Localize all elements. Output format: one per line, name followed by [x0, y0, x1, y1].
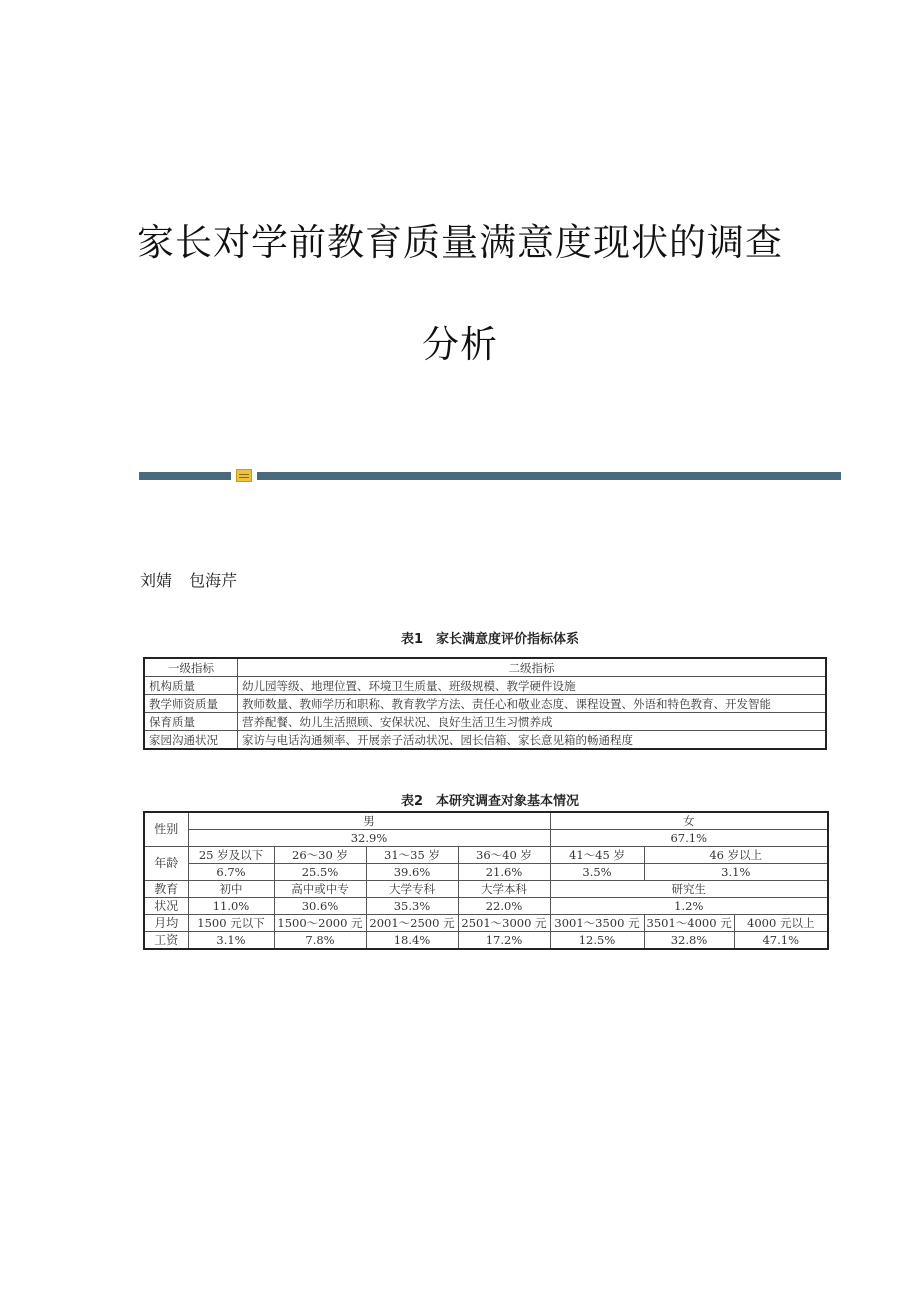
- row-label-age: 年龄: [144, 847, 188, 881]
- table-cell: 大学本科: [458, 881, 550, 898]
- table-cell: 幼儿园等级、地理位置、环境卫生质量、班级规模、教学硬件设施: [238, 677, 827, 695]
- table-cell: 2501～3000 元: [458, 915, 550, 932]
- table-row: [144, 695, 826, 713]
- table-cell: 22.0%: [458, 898, 550, 915]
- table-cell: 32.9%: [188, 830, 550, 847]
- table-cell: 研究生: [550, 881, 828, 898]
- table-row: [144, 731, 826, 750]
- table-cell: 46 岁以上: [644, 847, 828, 864]
- row-label-income: 月均: [144, 915, 188, 932]
- table-cell: 1500 元以下: [188, 915, 274, 932]
- table-row: [144, 713, 826, 731]
- document-title-continued: 分析: [422, 323, 498, 366]
- table-cell: 初中: [188, 881, 274, 898]
- table-cell: 6.7%: [188, 864, 274, 881]
- table-cell: 3.5%: [550, 864, 644, 881]
- row-label-education-2: 状况: [144, 898, 188, 915]
- table-cell: 3.1%: [188, 932, 274, 950]
- table-cell: 47.1%: [734, 932, 828, 950]
- table-cell: 机构质量: [144, 677, 238, 695]
- satisfaction-index-table: [143, 657, 827, 750]
- table-cell: 男: [188, 812, 550, 830]
- author-line: 刘婧 包海芹: [140, 571, 238, 590]
- table-row: [144, 864, 828, 881]
- table2-caption: 表2 本研究调查对象基本情况: [400, 794, 580, 809]
- table-cell: 36～40 岁: [458, 847, 550, 864]
- table-cell: 家园沟通状况: [144, 731, 238, 750]
- table-cell: 高中或中专: [274, 881, 366, 898]
- table-cell: 39.6%: [366, 864, 458, 881]
- row-label-education: 教育: [144, 881, 188, 898]
- table-cell: 25.5%: [274, 864, 366, 881]
- table-cell: 11.0%: [188, 898, 274, 915]
- book-icon: [236, 469, 252, 482]
- table-row: [144, 898, 828, 915]
- table-cell: 31～35 岁: [366, 847, 458, 864]
- table-cell: 17.2%: [458, 932, 550, 950]
- table-cell: 营养配餐、幼儿生活照顾、安保状况、良好生活卫生习惯养成: [238, 713, 827, 731]
- table-row: [144, 830, 828, 847]
- table-cell: 教学师资质量: [144, 695, 238, 713]
- table-row: [144, 847, 828, 864]
- table-cell: 32.8%: [644, 932, 734, 950]
- table-cell: 41～45 岁: [550, 847, 644, 864]
- table-cell: 1.2%: [550, 898, 828, 915]
- table1-caption: 表1 家长满意度评价指标体系: [400, 632, 580, 647]
- table-cell: 18.4%: [366, 932, 458, 950]
- table-cell: 女: [550, 812, 828, 830]
- table-cell: 30.6%: [274, 898, 366, 915]
- table-cell: 4000 元以上: [734, 915, 828, 932]
- table-cell: 35.3%: [366, 898, 458, 915]
- table-header-cell: 二级指标: [238, 658, 827, 677]
- title-divider-left: [139, 472, 231, 480]
- table-cell: 26～30 岁: [274, 847, 366, 864]
- table-cell: 2001～2500 元: [366, 915, 458, 932]
- table-cell: 21.6%: [458, 864, 550, 881]
- table-cell: 7.8%: [274, 932, 366, 950]
- table-cell: 67.1%: [550, 830, 828, 847]
- table-cell: 1500～2000 元: [274, 915, 366, 932]
- table-header-row: [144, 658, 826, 677]
- respondent-profile-table: [143, 811, 829, 950]
- table-cell: 教师数量、教师学历和职称、教育教学方法、责任心和敬业态度、课程设置、外语和特色教育、开发智能: [238, 695, 827, 713]
- table-header-cell: 一级指标: [144, 658, 238, 677]
- table-row: [144, 677, 826, 695]
- table-cell: 保育质量: [144, 713, 238, 731]
- table-cell: 大学专科: [366, 881, 458, 898]
- row-label-income-2: 工资: [144, 932, 188, 950]
- table-row: [144, 932, 828, 950]
- table-cell: 3.1%: [644, 864, 828, 881]
- table-row: [144, 812, 828, 830]
- table-row: [144, 915, 828, 932]
- title-divider-right: [257, 472, 841, 480]
- row-label-gender: 性别: [144, 812, 188, 847]
- table-cell: 3001～3500 元: [550, 915, 644, 932]
- document-title: 家长对学前教育质量满意度现状的调查: [137, 221, 783, 264]
- table-cell: 3501～4000 元: [644, 915, 734, 932]
- table-cell: 12.5%: [550, 932, 644, 950]
- table-row: [144, 881, 828, 898]
- table-cell: 家访与电话沟通频率、开展亲子活动状况、园长信箱、家长意见箱的畅通程度: [238, 731, 827, 750]
- table-cell: 25 岁及以下: [188, 847, 274, 864]
